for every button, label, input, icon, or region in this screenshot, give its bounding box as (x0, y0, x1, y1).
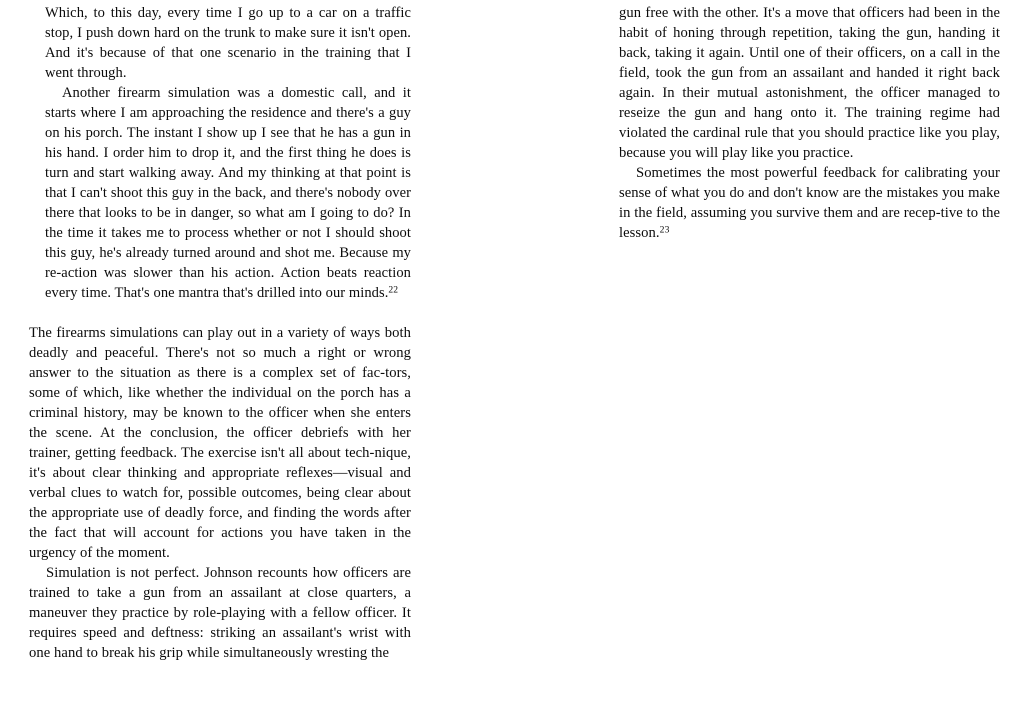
body-paragraph-4-text: Sometimes the most powerful feedback for calibrating your sense of what you do and don't know are the mistakes you make in the field, assuming you survive them and are recep-tive to the lesson. (619, 165, 1000, 241)
footnote-marker-23[interactable]: 23 (659, 224, 670, 236)
quote-paragraph-1: Which, to this day, every time I go up to a car on a traffic stop, I push down hard on the trunk to make sure it isn't open. And it's because of that one scenario in the training that I went through. (45, 5, 411, 81)
right-column (619, 3, 1000, 243)
quote-paragraph-2 (45, 83, 411, 303)
quote-paragraph-2-text: Another firearm simulation was a domestic call, and it starts where I am approaching the residence and there's a guy on his porch. The instant I show up I see that he has a gun in his hand. I order him to drop it, and the first thing he does is turn and start walking away. And my thinking at that point is that I can't shoot this guy in the back, and there's nobody over there that looks to be in danger, so what am I going to do? In the time it takes me to process whether or not I should shoot this guy, he's already turned around and shot me. Because my re-action was slower than his action. Action beats reaction every time. That's one mantra that's drilled into our minds. (45, 85, 411, 301)
body-paragraph-3: gun free with the other. It's a move that officers had been in the habit of honing through repetition, taking the gun, handing it back, taking it again. Until one of their officers, on a call in the field, took the gun from an assailant and handed it right back again. In their mutual astonishment, the officer managed to reseize the gun and hang onto it. The training regime had violated the cardinal rule that you should practice like you play, because you will play like you practice. (619, 5, 1000, 161)
body-paragraph-2: Simulation is not perfect. Johnson recounts how officers are trained to take a gun from an assailant at close quarters, a maneuver they practice by role-playing with a fellow officer. It requires speed and deftness: striking an assailant's wrist with one hand to break his grip while simultaneously wresting the (29, 565, 411, 661)
left-column (29, 3, 411, 663)
block-quotation (45, 3, 411, 303)
body-paragraph-1: The firearms simulations can play out in a variety of ways both deadly and peaceful. There's not so much a right or wrong answer to the situation as there is a complex set of fac-tors, some of which, like whether the individual on the porch has a criminal history, may be known to the officer when she enters the scene. At the conclusion, the officer debriefs with her trainer, getting feedback. The exercise isn't all about tech-nique, it's about clear thinking and appropriate reflexes—visual and verbal clues to watch for, possible outcomes, being clear about the appropriate use of deadly force, and finding the words after the fact that will account for actions you have taken in the urgency of the moment. (29, 325, 411, 561)
footnote-marker-22[interactable]: 22 (388, 284, 399, 296)
body-paragraph-4 (619, 163, 1000, 243)
